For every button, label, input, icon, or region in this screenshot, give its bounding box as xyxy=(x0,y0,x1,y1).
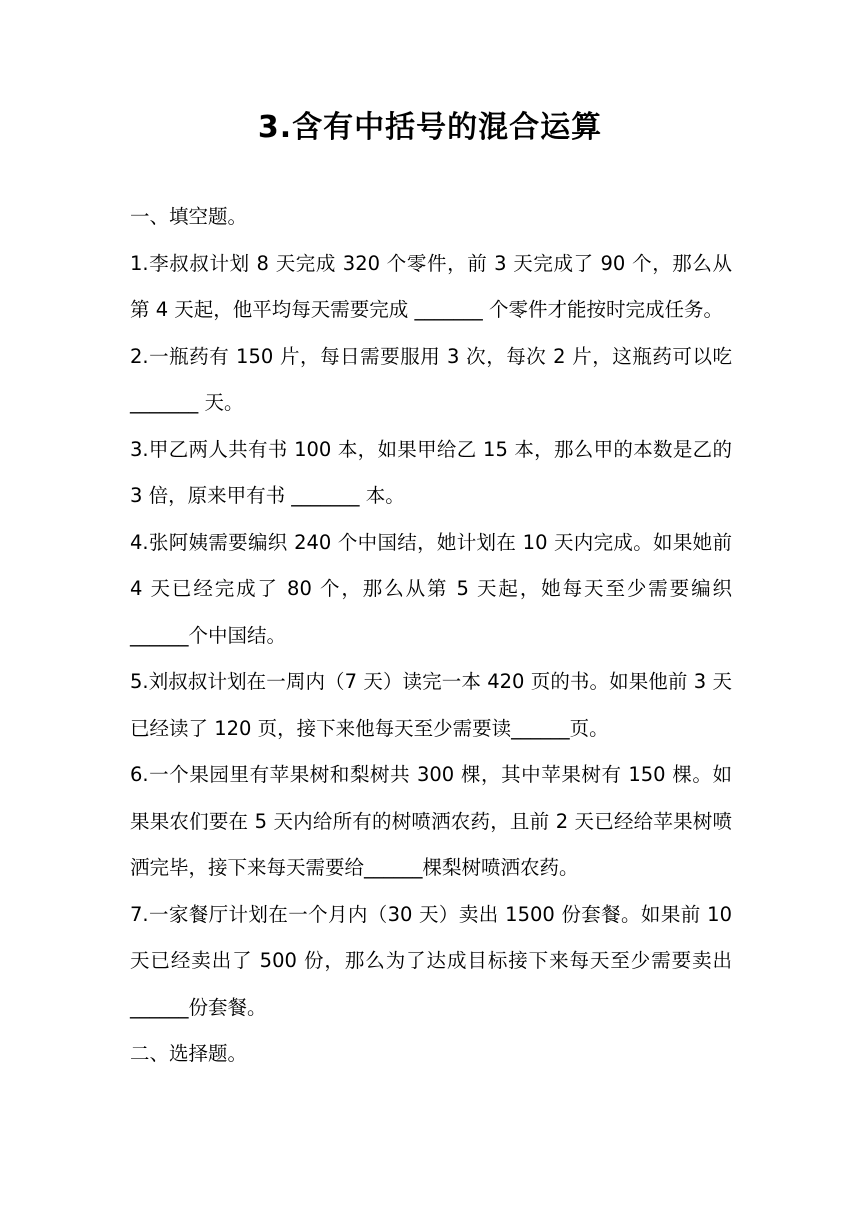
question-4: 4.张阿姨需要编织 240 个中国结，她计划在 10 天内完成。如果她前 4 天已经完成了 80 个，那么从第 5 天起，她每天至少需要编织______个中国结。 xyxy=(130,530,732,647)
question-5: 5.刘叔叔计划在一周内（7 天）读完一本 420 页的书。如果他前 3 天已经读了 120 页，接下来他每天至少需要读______页。 xyxy=(130,670,732,740)
question-7: 7.一家餐厅计划在一个月内（30 天）卖出 1500 份套餐。如果前 10 天已经卖出了 500 份，那么为了达成目标接下来每天至少需要卖出______份套餐。 xyxy=(130,902,732,1019)
worksheet-content xyxy=(130,194,732,1078)
section-heading-fill-blank: 一、填空题。 xyxy=(130,205,248,228)
question-1: 1.李叔叔计划 8 天完成 320 个零件，前 3 天完成了 90 个，那么从第 4 天起，他平均每天需要完成 _______ 个零件才能按时完成任务。 xyxy=(130,251,732,321)
question-6: 6.一个果园里有苹果树和梨树共 300 棵，其中苹果树有 150 棵。如果果农们要在 5 天内给所有的树喷洒农药，且前 2 天已经给苹果树喷洒完毕，接下来每天需要给______棵梨树喷洒农药。 xyxy=(130,763,732,879)
question-3: 3.甲乙两人共有书 100 本，如果甲给乙 15 本，那么甲的本数是乙的 3 倍，原来甲有书 _______ 本。 xyxy=(130,437,732,507)
question-2: 2.一瓶药有 150 片，每日需要服用 3 次，每次 2 片，这瓶药可以吃 _______ 天。 xyxy=(130,344,732,414)
section-heading-multiple-choice: 二、选择题。 xyxy=(130,1042,248,1065)
page-title: 3.含有中括号的混合运算 xyxy=(257,110,603,145)
